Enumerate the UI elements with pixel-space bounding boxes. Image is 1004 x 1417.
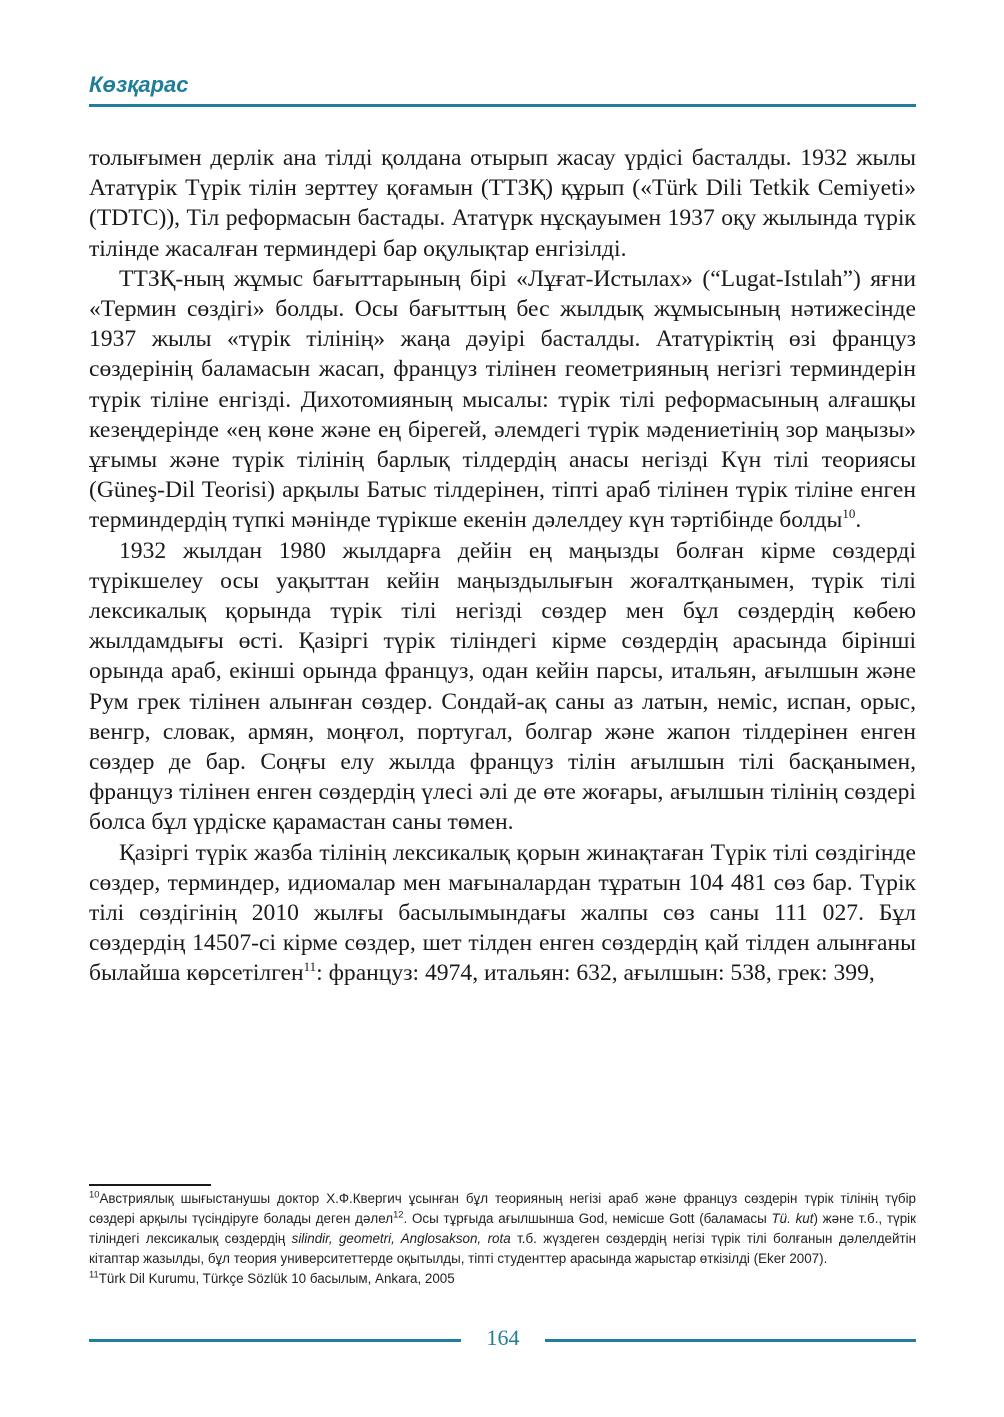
paragraph-1-text: толығымен дерлік ана тілді қолдана отырып жасау үрдісі басталды. 1932 жылы Ататүрік Түрік тілін зерттеу қоғамын (ТТЗҚ) құрып («Türk Dili Tetkik Cemiyeti» (TDTC)), Тіл реформасын бастады. Ататүрк нұсқауымен 1937 оқу жылында түрік тілінде жасалған терминдері бар оқулықтар енгізілді.: [89, 145, 916, 262]
footnote-10-italic-2: silindir, geometri, Anglosakson, rota: [291, 1231, 511, 1246]
footer-rule-left: [89, 1339, 461, 1342]
paragraph-2-tail: .: [855, 507, 862, 534]
footer-rule-right: [545, 1339, 916, 1342]
footnote-10-text-b: . Осы тұрғыда ағылшынша God, немісше Gott (баламасы: [403, 1211, 772, 1226]
footnote-number: 10: [89, 1189, 100, 1200]
paragraph-4-text: Қазіргі түрік жазба тілінің лексикалық қорын жинақтаған Түрік тілі сөздігінде сөздер, терминдер, идиомалар мен мағыналардан тұратын 104 481 сөз бар. Түрік тілі сөздігінің 2010 жылғы басылымындағы жалпы сөз саны 111 027. Бұл сөздердің 14507-сі кірме сөздер, шет тілден енген сөздердің қай тілден алынғаны былайша көрсетілген: [89, 839, 916, 987]
header-rule: [89, 104, 916, 107]
footnote-10: [89, 1189, 916, 1269]
page-number: 164: [486, 1325, 520, 1350]
footnote-separator: [89, 1184, 211, 1186]
paragraph-2: [89, 264, 916, 536]
footnote-number: 11: [89, 1269, 99, 1280]
footnote-11: [89, 1269, 916, 1289]
paragraph-4-tail: : француз: 4974, итальян: 632, ағылшын: 538, грек: 399,: [316, 960, 875, 987]
footnote-ref-11[interactable]: 11: [303, 959, 317, 975]
footnote-10-text-a: Австриялық шығыстанушы доктор Х.Ф.Квергич ұсынған бұл теорияның негізі араб және француз сөздерін түрік тілінің түбір сөздері арқылы түсіндіруге болады деген дәлел: [89, 1191, 916, 1226]
paragraph-3-text: 1932 жылдан 1980 жылдарға дейін ең маңызды болған кірме сөздерді түрікшелеу осы уақыттан кейін маңыздылығын жоғалтқанымен, түрік тілі лексикалық қорында түрік тілі негізді сөздер мен бұл сөздердің көбею жылдамдығы өсті. Қазіргі түрік тіліндегі кірме сөздердің арасында бірінші орында араб, екінші орында француз, одан кейін парсы, итальян, ағылшын және Рум грек тілінен алынған сөздер. Сондай-ақ саны аз латын, неміс, испан, орыс, венгр, словак, армян, моңғол, португал, болгар және жапон тілдерінен енген сөздер де бар. Соңғы елу жылда француз тілін ағылшын тілі басқанымен, француз тілінен енген сөздердің үлесі әлі де өте жоғары, ағылшын тілінің сөздері болса бұл үрдіске қарамастан саны төмен.: [89, 537, 916, 836]
running-header-title: Көзқарас: [89, 72, 189, 97]
paragraph-2-text: ТТЗҚ-ның жұмыс бағыттарының бірі «Лұғат-Истылах» (“Lugat-Istılah”) яғни «Термин сөздігі» болды. Осы бағыттың бес жылдық жұмысының нәтижесінде 1937 жылы «түрік тілінің» жаңа дәуірі басталды. Ататүріктің өзі француз сөздерінің баламасын жасап, француз тілінен геометрияның негізгі терминдерін түрік тіліне енгізді. Дихотомияның мысалы: түрік тілі реформасының алғашқы кезеңдерінде «ең көне және ең бірегей, әлемдегі түрік мәдениетінің зор маңызы» ұғымы және түрік тілінің барлық тілдердің анасы негізді Күн тілі теориясы (Güneş-Dil Teorisi) арқылы Батыс тілдерінен, тіпті араб тілінен түрік тіліне енген терминдердің түпкі мәнінде түрікше екенін дәлелдеу күн тәртібінде болды: [89, 265, 916, 534]
paragraph-3: [89, 536, 916, 838]
footnote-10-text-c: ) және т.б., түрік тіліндегі лексикалық сөздердің: [89, 1211, 916, 1246]
footnote-ref-10[interactable]: 10: [842, 506, 856, 522]
paragraph-1: [89, 143, 916, 264]
footnotes: [89, 1189, 916, 1289]
footnote-ref-12[interactable]: 12: [393, 1209, 404, 1220]
paragraph-4: [89, 838, 916, 989]
footnote-10-italic-1: Tü. kut: [771, 1211, 814, 1226]
footnote-10-text-d: т.б. жүздеген сөздердің негізі түрік тілі болғанын дәлелдейтін кітаптар жазылды, бұл теория университеттерде оқытылды, тіпті студенттер арасында жарыстар өткізілді (Eker 2007).: [89, 1231, 916, 1266]
footnote-11-text: Türk Dil Kurumu, Türkçe Sözlük 10 басылым, Ankara, 2005: [98, 1271, 455, 1286]
main-text: [89, 143, 916, 989]
